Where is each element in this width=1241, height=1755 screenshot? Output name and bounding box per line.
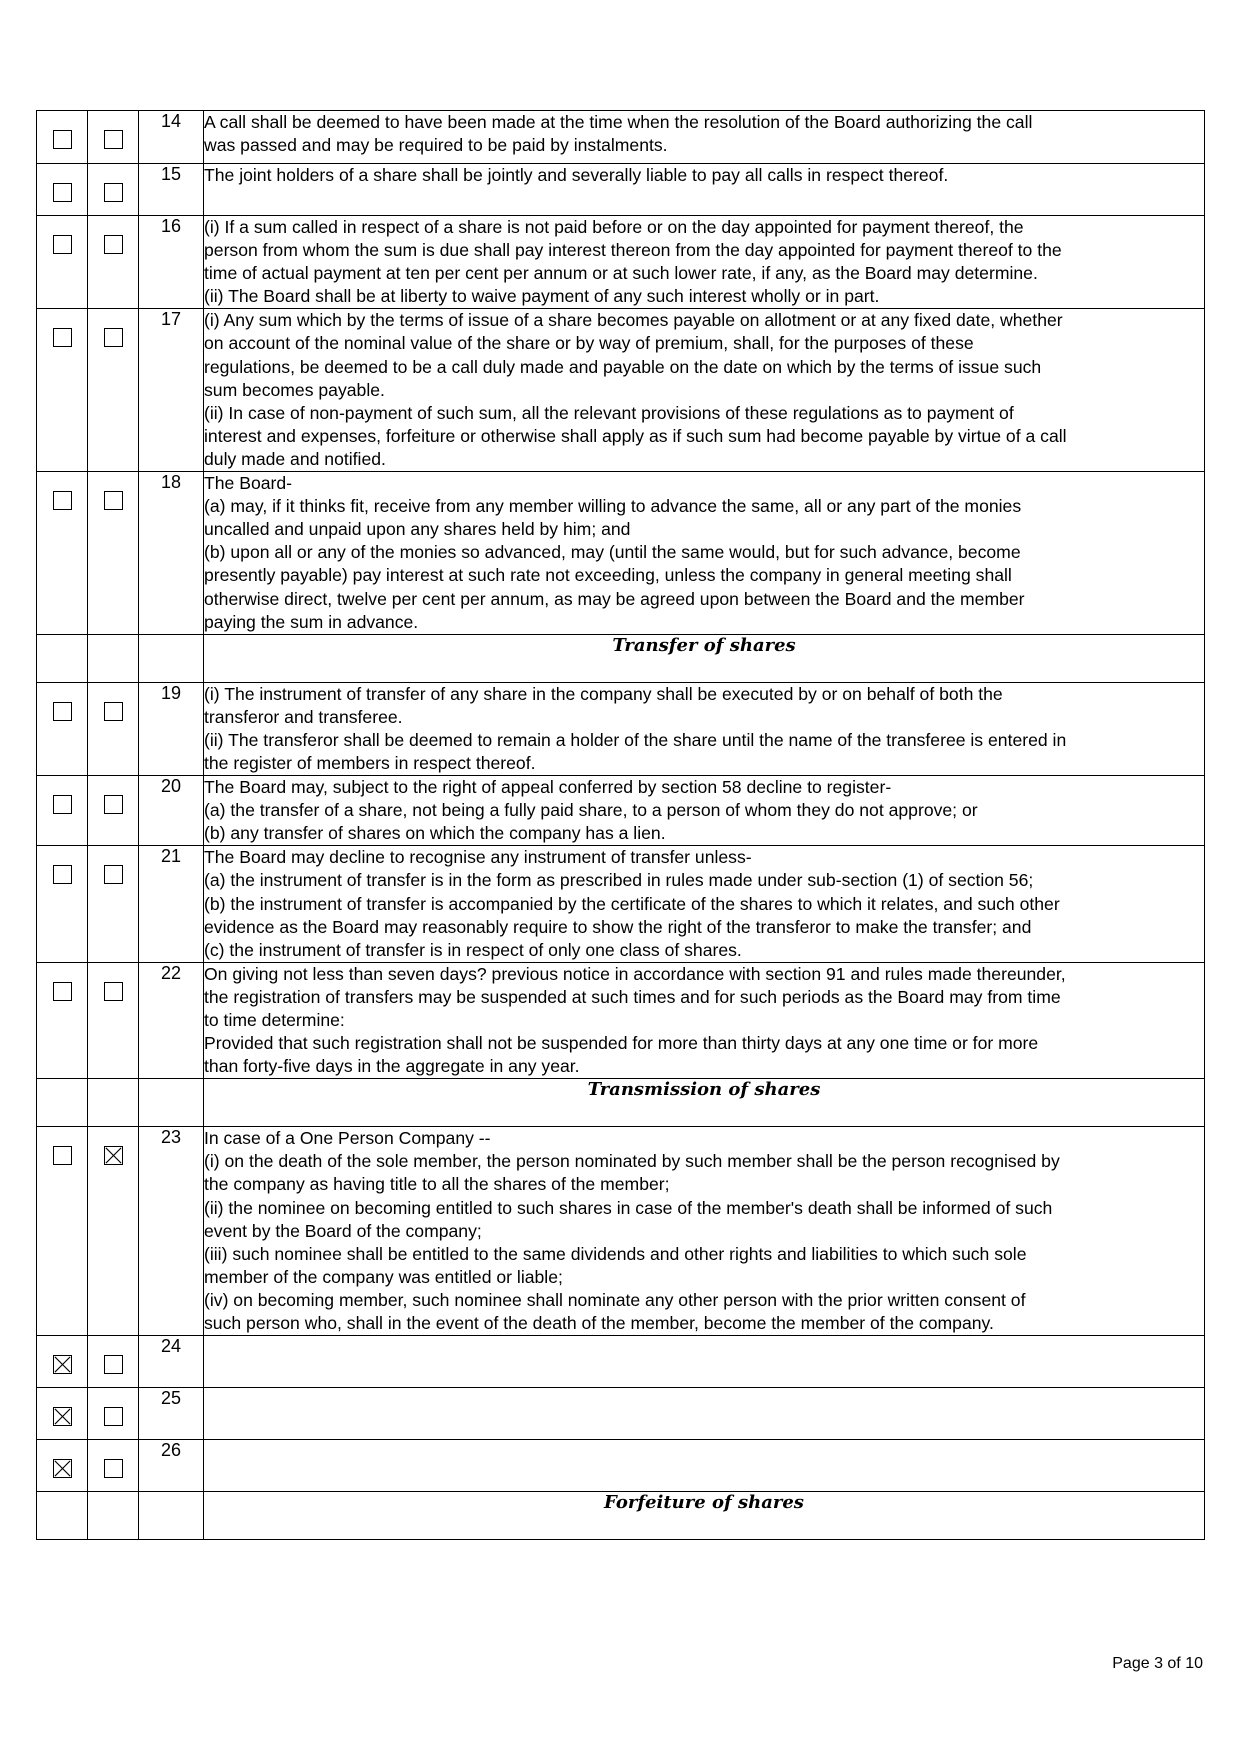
option-cell-1 xyxy=(37,111,88,164)
article-number: 25 xyxy=(139,1388,204,1440)
article-text xyxy=(204,111,1205,164)
article-row xyxy=(37,1388,1205,1440)
article-text-line: (i) The instrument of transfer of any share in the company shall be executed by or on behalf of both the xyxy=(204,683,1003,704)
option-cell-1 xyxy=(37,309,88,472)
article-row xyxy=(37,776,1205,846)
article-text-line: (a) the instrument of transfer is in the form as prescribed in rules made under sub-section (1) of section 56; xyxy=(204,870,1034,891)
option-cell-2 xyxy=(88,776,139,846)
checkbox[interactable] xyxy=(104,130,123,149)
article-text-line: The Board- xyxy=(204,473,293,494)
empty-cell xyxy=(37,634,88,682)
option-cell-1 xyxy=(37,1336,88,1388)
article-text-line: (i) If a sum called in respect of a share is not paid before or on the day appointed for payment thereof, the xyxy=(204,217,1024,237)
article-text-line: (ii) The transferor shall be deemed to remain a holder of the share until the name of the transferee is entered in xyxy=(204,729,1067,750)
cross-mark-icon xyxy=(54,1460,71,1477)
article-text-line: (b) the instrument of transfer is accompanied by the certificate of the shares to which it relates, and such other xyxy=(204,893,1060,914)
article-row xyxy=(37,309,1205,472)
article-text-line: on account of the nominal value of the share or by way of premium, shall, for the purposes of these xyxy=(204,333,974,354)
option-cell-2 xyxy=(88,216,139,309)
section-heading-row xyxy=(37,634,1205,682)
checkbox[interactable] xyxy=(53,183,72,202)
checkbox[interactable] xyxy=(53,982,72,1001)
checkbox[interactable] xyxy=(104,1459,123,1478)
article-number: 18 xyxy=(139,472,204,635)
option-cell-1 xyxy=(37,776,88,846)
cross-mark-icon xyxy=(105,1147,122,1164)
section-heading-row xyxy=(37,1079,1205,1127)
checkbox[interactable] xyxy=(53,491,72,510)
article-row xyxy=(37,111,1205,164)
article-number: 19 xyxy=(139,682,204,775)
checkbox[interactable] xyxy=(104,491,123,510)
article-text-line: uncalled and unpaid upon any shares held by him; and xyxy=(204,519,631,540)
article-number: 20 xyxy=(139,776,204,846)
empty-cell xyxy=(88,1079,139,1127)
section-heading: Forfeiture of shares xyxy=(204,1492,1205,1540)
option-cell-2 xyxy=(88,846,139,962)
article-number: 24 xyxy=(139,1336,204,1388)
checkbox[interactable] xyxy=(53,235,72,254)
article-text-line: (iv) on becoming member, such nominee shall nominate any other person with the prior written consent of xyxy=(204,1289,1026,1310)
checkbox[interactable] xyxy=(104,702,123,721)
article-text-line: presently payable) pay interest at such rate not exceeding, unless the company in general meeting shall xyxy=(204,565,1012,586)
checked-checkbox[interactable] xyxy=(53,1407,72,1426)
option-cell-2 xyxy=(88,472,139,635)
article-text-line: (ii) The Board shall be at liberty to waive payment of any such interest wholly or in part. xyxy=(204,286,880,307)
article-text-line: (a) may, if it thinks fit, receive from any member willing to advance the same, all or any part of the monies xyxy=(204,496,1022,517)
article-text-line: the register of members in respect thereof. xyxy=(204,752,536,773)
article-number: 15 xyxy=(139,164,204,216)
checkbox[interactable] xyxy=(53,130,72,149)
checkbox[interactable] xyxy=(53,328,72,347)
empty-cell xyxy=(37,1492,88,1540)
section-heading: Transmission of shares xyxy=(204,1079,1205,1127)
article-text-line: Provided that such registration shall not be suspended for more than thirty days at any one time or for more xyxy=(204,1033,1039,1054)
article-number: 22 xyxy=(139,962,204,1078)
checkbox[interactable] xyxy=(104,1407,123,1426)
document-page xyxy=(36,110,1204,1540)
article-text-line: The Board may, subject to the right of appeal conferred by section 58 decline to register- xyxy=(204,777,892,798)
checkbox[interactable] xyxy=(104,1355,123,1374)
option-cell-1 xyxy=(37,962,88,1078)
article-text-line: (i) Any sum which by the terms of issue of a share becomes payable on allotment or at any fixed date, whether xyxy=(204,310,1063,331)
article-text-line: otherwise direct, twelve per cent per annum, as may be agreed upon between the Board and the member xyxy=(204,588,1025,609)
article-text-line: time of actual payment at ten per cent per annum or at such lower rate, if any, as the Board may determine. xyxy=(204,263,1038,284)
option-cell-2 xyxy=(88,962,139,1078)
checkbox[interactable] xyxy=(104,982,123,1001)
section-heading-row xyxy=(37,1492,1205,1540)
option-cell-1 xyxy=(37,682,88,775)
article-number: 17 xyxy=(139,309,204,472)
article-text-line: event by the Board of the company; xyxy=(204,1220,482,1241)
article-text xyxy=(204,216,1205,309)
article-text-line: (b) any transfer of shares on which the company has a lien. xyxy=(204,823,666,844)
article-text-line: member of the company was entitled or liable; xyxy=(204,1266,563,1287)
article-text-line: was passed and may be required to be paid by instalments. xyxy=(204,135,668,156)
article-text xyxy=(204,962,1205,1078)
checkbox[interactable] xyxy=(104,235,123,254)
option-cell-2 xyxy=(88,1127,139,1336)
section-heading: Transfer of shares xyxy=(204,634,1205,682)
article-text-line: evidence as the Board may reasonably require to show the right of the transferor to make the transfer; and xyxy=(204,916,1032,937)
option-cell-2 xyxy=(88,309,139,472)
checked-checkbox[interactable] xyxy=(104,1146,123,1165)
checked-checkbox[interactable] xyxy=(53,1459,72,1478)
article-text xyxy=(204,846,1205,962)
empty-cell xyxy=(139,634,204,682)
article-text-line: The Board may decline to recognise any instrument of transfer unless- xyxy=(204,847,752,868)
article-row xyxy=(37,216,1205,309)
article-text-line: paying the sum in advance. xyxy=(204,611,419,632)
article-text-line: On giving not less than seven days? previous notice in accordance with section 91 and rules made thereunder, xyxy=(204,963,1066,984)
option-cell-2 xyxy=(88,111,139,164)
cross-mark-icon xyxy=(54,1356,71,1373)
option-cell-1 xyxy=(37,846,88,962)
checked-checkbox[interactable] xyxy=(53,1355,72,1374)
article-number: 23 xyxy=(139,1127,204,1336)
option-cell-1 xyxy=(37,1127,88,1336)
article-number: 14 xyxy=(139,111,204,164)
article-text xyxy=(204,164,1205,216)
article-text xyxy=(204,1127,1205,1336)
article-number: 26 xyxy=(139,1440,204,1492)
option-cell-1 xyxy=(37,1388,88,1440)
article-row xyxy=(37,1336,1205,1388)
article-text-line: (ii) the nominee on becoming entitled to such shares in case of the member's death shall be informed of such xyxy=(204,1197,1053,1218)
article-text-line: (c) the instrument of transfer is in respect of only one class of shares. xyxy=(204,939,742,960)
article-text-line: A call shall be deemed to have been made at the time when the resolution of the Board authorizing the call xyxy=(204,112,1033,132)
article-row xyxy=(37,472,1205,635)
article-text-line: (b) upon all or any of the monies so advanced, may (until the same would, but for such advance, become xyxy=(204,542,1021,563)
checkbox[interactable] xyxy=(53,865,72,884)
checkbox[interactable] xyxy=(104,865,123,884)
article-number: 21 xyxy=(139,846,204,962)
article-row xyxy=(37,682,1205,775)
option-cell-2 xyxy=(88,682,139,775)
article-text-line: (a) the transfer of a share, not being a fully paid share, to a person of whom they do not approve; or xyxy=(204,800,978,821)
empty-cell xyxy=(37,1079,88,1127)
option-cell-2 xyxy=(88,164,139,216)
article-text-line: (ii) In case of non-payment of such sum, all the relevant provisions of these regulations as to payment of xyxy=(204,402,1014,423)
option-cell-1 xyxy=(37,472,88,635)
article-text-line: than forty-five days in the aggregate in any year. xyxy=(204,1056,580,1077)
article-text xyxy=(204,1440,1205,1492)
article-text-line: sum becomes payable. xyxy=(204,379,385,400)
article-text xyxy=(204,1336,1205,1388)
option-cell-2 xyxy=(88,1336,139,1388)
article-text-line: The joint holders of a share shall be jointly and severally liable to pay all calls in respect thereof. xyxy=(204,165,949,185)
article-number: 16 xyxy=(139,216,204,309)
cross-mark-icon xyxy=(54,1408,71,1425)
article-text-line: (i) on the death of the sole member, the person nominated by such member shall be the person recognised by xyxy=(204,1151,1060,1172)
article-row xyxy=(37,164,1205,216)
articles-table-body xyxy=(37,111,1205,1540)
option-cell-1 xyxy=(37,216,88,309)
article-text-line: person from whom the sum is due shall pay interest thereon from the day appointed for payment thereof to the xyxy=(204,240,1062,261)
option-cell-2 xyxy=(88,1440,139,1492)
article-text xyxy=(204,776,1205,846)
page-number: Page 3 of 10 xyxy=(1112,1655,1203,1672)
checkbox[interactable] xyxy=(53,795,72,814)
article-text xyxy=(204,309,1205,472)
checkbox[interactable] xyxy=(53,1146,72,1165)
article-row xyxy=(37,1440,1205,1492)
article-row xyxy=(37,962,1205,1078)
article-text xyxy=(204,1388,1205,1440)
checkbox[interactable] xyxy=(104,328,123,347)
empty-cell xyxy=(139,1079,204,1127)
articles-table xyxy=(36,110,1205,1540)
article-text-line: duly made and notified. xyxy=(204,448,386,469)
article-text-line: to time determine: xyxy=(204,1010,345,1030)
checkbox[interactable] xyxy=(53,702,72,721)
option-cell-1 xyxy=(37,164,88,216)
article-text-line: the registration of transfers may be suspended at such times and for such periods as the Board may from time xyxy=(204,986,1061,1007)
empty-cell xyxy=(88,634,139,682)
article-text-line: transferor and transferee. xyxy=(204,706,403,727)
article-text xyxy=(204,682,1205,775)
empty-cell xyxy=(88,1492,139,1540)
checkbox[interactable] xyxy=(104,183,123,202)
option-cell-2 xyxy=(88,1388,139,1440)
article-text-line: (iii) such nominee shall be entitled to the same dividends and other rights and liabilities to which such sole xyxy=(204,1243,1027,1264)
article-row xyxy=(37,846,1205,962)
option-cell-1 xyxy=(37,1440,88,1492)
article-text-line: In case of a One Person Company -- xyxy=(204,1128,491,1149)
article-text-line: regulations, be deemed to be a call duly made and payable on the date on which by the terms of issue such xyxy=(204,356,1042,377)
checkbox[interactable] xyxy=(104,795,123,814)
article-text xyxy=(204,472,1205,635)
article-text-line: such person who, shall in the event of the death of the member, become the member of the company. xyxy=(204,1313,994,1334)
article-row xyxy=(37,1127,1205,1336)
article-text-line: the company as having title to all the shares of the member; xyxy=(204,1174,670,1195)
empty-cell xyxy=(139,1492,204,1540)
article-text-line: interest and expenses, forfeiture or otherwise shall apply as if such sum had become payable by virtue of a call xyxy=(204,425,1067,446)
